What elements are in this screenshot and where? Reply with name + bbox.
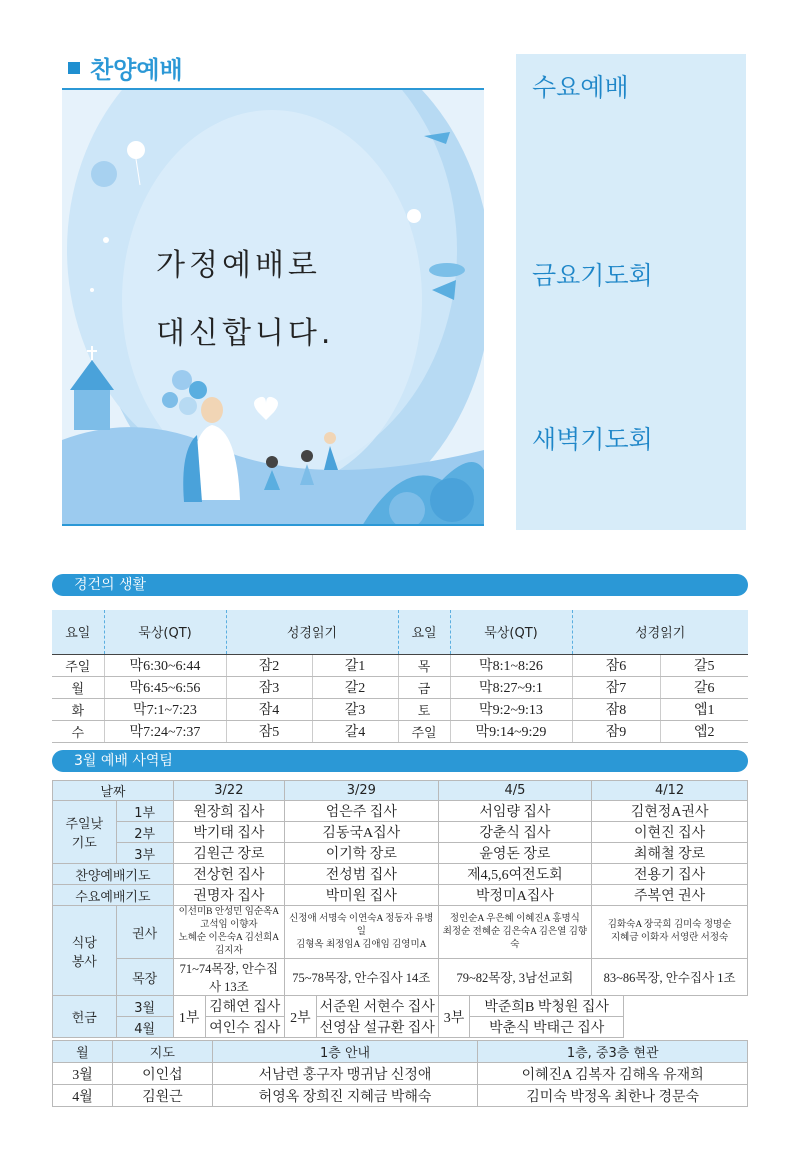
cell: 원장희 집사 <box>173 801 284 822</box>
sunday-prayer-label: 주일낮 기도 <box>53 801 117 864</box>
cell: 잠6 <box>572 654 660 676</box>
table-row <box>53 906 748 959</box>
cell: 막6:30~6:44 <box>104 654 226 676</box>
col-month: 월 <box>53 1041 113 1063</box>
roster-bar: 3월 예배 사역팀 <box>52 750 748 772</box>
cell: 목 <box>398 654 450 676</box>
part-label: 3부 <box>116 843 173 864</box>
poster-image <box>62 90 484 526</box>
cell: 수 <box>52 720 104 742</box>
table-header-row <box>53 781 748 801</box>
table-row <box>53 843 748 864</box>
cell: 이혜진A 김복자 김해옥 유재희 <box>478 1063 748 1085</box>
date-label: 날짜 <box>53 781 174 801</box>
cell: 막7:1~7:23 <box>104 698 226 720</box>
cell: 전용기 집사 <box>592 864 748 885</box>
cell: 여인수 집사 <box>205 1017 284 1038</box>
offering-label: 헌금 <box>53 996 117 1038</box>
cell-line: 정인순A 우은혜 이혜진A 홍명식 <box>449 913 580 924</box>
cell: 잠7 <box>572 676 660 698</box>
table-row <box>53 1017 748 1038</box>
cell <box>438 906 592 959</box>
cell: 박미원 집사 <box>284 885 438 906</box>
cell: 박춘식 박태근 집사 <box>470 1017 624 1038</box>
table-row <box>52 698 748 720</box>
cell-line: 이선미B 안성민 임순옥A 고석임 이향자 <box>178 907 280 930</box>
roster-table <box>52 780 748 1038</box>
cell: 토 <box>398 698 450 720</box>
cell: 갈5 <box>660 654 748 676</box>
square-bullet-icon <box>68 62 80 74</box>
cell: 선영삼 설규환 집사 <box>316 1017 438 1038</box>
table-row <box>53 885 748 906</box>
cell: 엡1 <box>660 698 748 720</box>
table-row <box>52 654 748 676</box>
cell: 주일 <box>398 720 450 742</box>
cell: 서준원 서현수 집사 <box>316 996 438 1017</box>
cell: 전상헌 집사 <box>173 864 284 885</box>
col-reading: 성경읽기 <box>226 610 398 654</box>
cell: 막7:24~7:37 <box>104 720 226 742</box>
cell: 월 <box>52 676 104 698</box>
col-day: 요일 <box>398 610 450 654</box>
cell: 권명자 집사 <box>173 885 284 906</box>
col-day: 요일 <box>52 610 104 654</box>
cell: 최해철 장로 <box>592 843 748 864</box>
cell <box>284 906 438 959</box>
cell: 주복연 권사 <box>592 885 748 906</box>
meal-label: 식당 봉사 <box>53 906 117 996</box>
cell: 금 <box>398 676 450 698</box>
cell: 서남련 홍구자 맹귀남 신정애 <box>212 1063 478 1085</box>
table-row <box>53 1063 748 1085</box>
friday-prayer-label: 금요기도회 <box>532 261 653 290</box>
cell: 막8:1~8:26 <box>450 654 572 676</box>
section-title <box>68 50 183 85</box>
cell: 박기태 집사 <box>173 822 284 843</box>
cell: 이기학 장로 <box>284 843 438 864</box>
cell: 잠9 <box>572 720 660 742</box>
cell: 잠4 <box>226 698 312 720</box>
poster-line-2: 대신합니다. <box>156 316 335 351</box>
table-row <box>53 801 748 822</box>
cell: 갈1 <box>312 654 398 676</box>
cell: 박정미A집사 <box>438 885 592 906</box>
col-floor1: 1층 안내 <box>212 1041 478 1063</box>
cell-line: 신정애 서명숙 이연숙A 정동자 유병일 <box>289 913 434 937</box>
cell: 전성범 집사 <box>284 864 438 885</box>
cell: 김해연 집사 <box>205 996 284 1017</box>
col-entrance: 1층, 중3층 현관 <box>478 1041 748 1063</box>
table-row <box>53 1085 748 1107</box>
part-label: 3부 <box>438 996 470 1038</box>
right-panel <box>516 54 746 530</box>
cell: 김동국A집사 <box>284 822 438 843</box>
cell: 박준희B 박청원 집사 <box>470 996 624 1017</box>
cell: 79~82목장, 3남선교회 <box>438 959 592 996</box>
date-cell: 3/29 <box>284 781 438 801</box>
table-row <box>53 822 748 843</box>
cell: 김미숙 박정옥 최한나 경문숙 <box>478 1085 748 1107</box>
cell: 잠2 <box>226 654 312 676</box>
date-cell: 3/22 <box>173 781 284 801</box>
cell: 제4,5,6여전도회 <box>438 864 592 885</box>
cell: 엄은주 집사 <box>284 801 438 822</box>
cell: 갈3 <box>312 698 398 720</box>
cell: 83~86목장, 안수집사 1조 <box>592 959 748 996</box>
cell: 75~78목장, 안수집사 14조 <box>284 959 438 996</box>
cell: 김원근 장로 <box>173 843 284 864</box>
cell: 4월 <box>53 1085 113 1107</box>
part-label: 2부 <box>284 996 316 1038</box>
cell: 주일 <box>52 654 104 676</box>
praise-prayer-label: 찬양예배기도 <box>53 864 174 885</box>
date-cell: 4/5 <box>438 781 592 801</box>
deacon-label: 권사 <box>116 906 173 959</box>
cell: 갈6 <box>660 676 748 698</box>
month-label: 3월 <box>116 996 173 1017</box>
cell <box>592 906 748 959</box>
devotion-table <box>52 610 748 743</box>
cell-line: 지혜금 이화자 서영란 서정숙 <box>610 933 729 943</box>
cell <box>173 906 284 959</box>
part-label: 1부 <box>116 801 173 822</box>
cell: 막9:14~9:29 <box>450 720 572 742</box>
cell-line: 노혜순 이은숙A 김선희A 김지자 <box>178 933 280 956</box>
cell: 강춘식 집사 <box>438 822 592 843</box>
part-label: 1부 <box>173 996 205 1038</box>
dawn-prayer-label: 새벽기도회 <box>532 425 653 454</box>
cell: 김원근 <box>112 1085 212 1107</box>
cell: 허영옥 장희진 지혜금 박해숙 <box>212 1085 478 1107</box>
wed-prayer-label: 수요예배기도 <box>53 885 174 906</box>
cell: 이현진 집사 <box>592 822 748 843</box>
cell-line: 김화숙A 장국희 김미숙 정명순 <box>607 920 732 930</box>
table-row <box>53 864 748 885</box>
cell: 이인섭 <box>112 1063 212 1085</box>
cell: 막9:2~9:13 <box>450 698 572 720</box>
cell: 김현정A권사 <box>592 801 748 822</box>
cell: 갈2 <box>312 676 398 698</box>
col-reading: 성경읽기 <box>572 610 748 654</box>
month-label: 4월 <box>116 1017 173 1038</box>
col-lead: 지도 <box>112 1041 212 1063</box>
cell: 잠5 <box>226 720 312 742</box>
cell: 막8:27~9:1 <box>450 676 572 698</box>
guide-table <box>52 1040 748 1107</box>
col-qt: 묵상(QT) <box>104 610 226 654</box>
table-row <box>52 676 748 698</box>
cell: 3월 <box>53 1063 113 1085</box>
cell: 화 <box>52 698 104 720</box>
cell: 윤영돈 장로 <box>438 843 592 864</box>
cell: 서임량 집사 <box>438 801 592 822</box>
cell: 엡2 <box>660 720 748 742</box>
cell: 잠8 <box>572 698 660 720</box>
part-label: 2부 <box>116 822 173 843</box>
table-row <box>52 720 748 742</box>
parish-label: 목장 <box>116 959 173 996</box>
poster-line-1: 가정예배로 <box>156 248 321 283</box>
table-row <box>53 996 748 1017</box>
table-row <box>53 959 748 996</box>
cell: 71~74목장, 안수집사 13조 <box>173 959 284 996</box>
date-cell: 4/12 <box>592 781 748 801</box>
section-title-text: 찬양예배 <box>90 56 183 84</box>
cell-line: 김형옥 최정임A 김애임 김영미A <box>296 939 427 950</box>
table-header-row <box>52 610 748 654</box>
cell: 막6:45~6:56 <box>104 676 226 698</box>
table-header-row <box>53 1041 748 1063</box>
col-qt: 묵상(QT) <box>450 610 572 654</box>
cell: 갈4 <box>312 720 398 742</box>
wednesday-service-label: 수요예배 <box>532 73 629 102</box>
devotion-bar: 경건의 생활 <box>52 574 748 596</box>
cell: 잠3 <box>226 676 312 698</box>
cell-line: 최정순 전혜순 김은숙A 김은열 김향숙 <box>442 926 588 950</box>
